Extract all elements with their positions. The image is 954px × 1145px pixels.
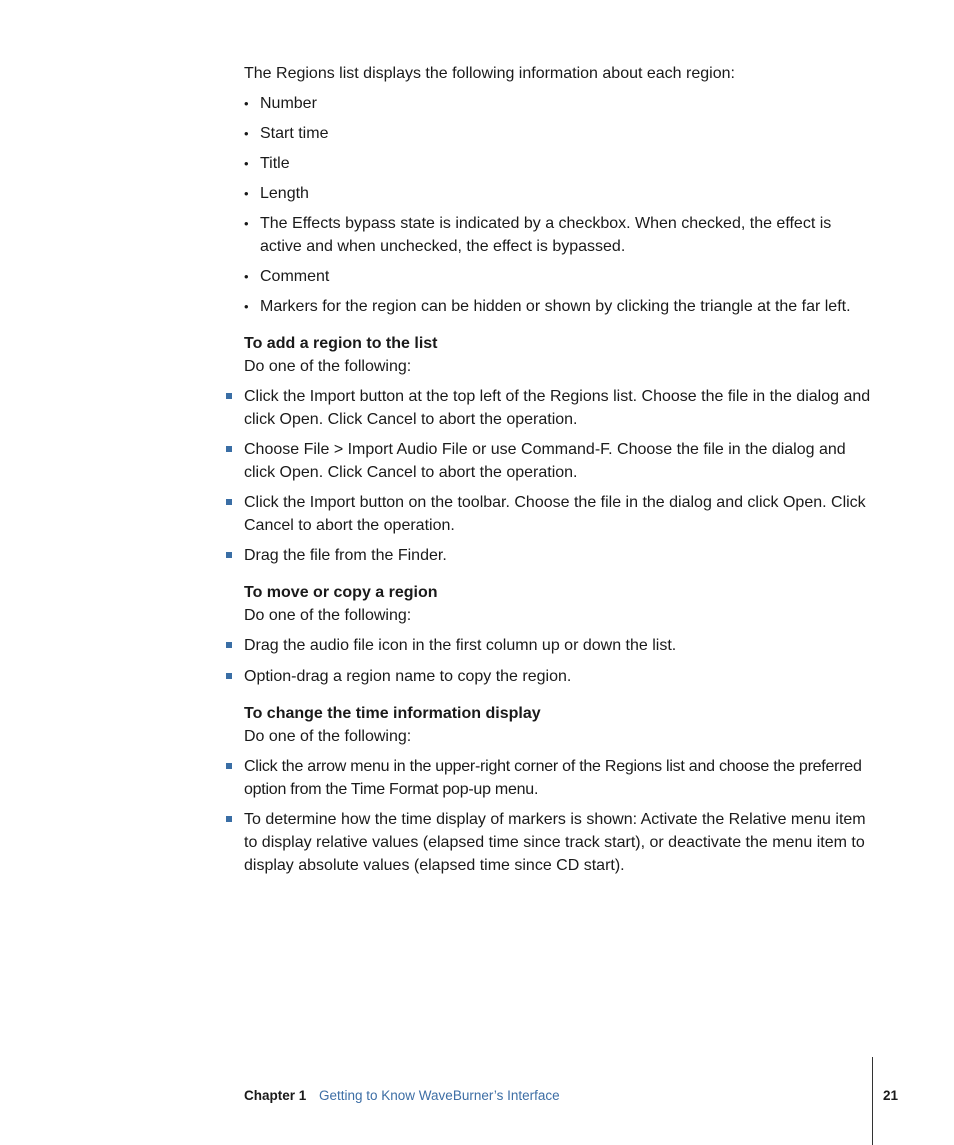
section-lead: Do one of the following: [244, 358, 412, 375]
info-item-text: Markers for the region can be hidden or shown by clicking the triangle at the far left. [260, 298, 851, 315]
section-heading: To change the time information display [244, 705, 541, 722]
square-bullet-icon [226, 642, 232, 648]
footer-chapter-label: Chapter 1 [244, 1088, 307, 1103]
bullet-dot-icon: • [244, 96, 249, 111]
section-heading: To add a region to the list [244, 335, 438, 352]
step-text: Click the Import button on the toolbar. Choose the file in the dialog and click Open. Click Cancel to abort the operation. [244, 494, 866, 534]
info-item-text: Comment [260, 268, 330, 285]
intro-paragraph: The Regions list displays the following information about each region: [244, 65, 735, 82]
step-list-item [224, 491, 876, 537]
info-list-item [244, 295, 876, 318]
bullet-dot-icon: • [244, 156, 249, 171]
section-lead: Do one of the following: [244, 607, 412, 624]
step-text: Click the arrow menu in the upper-right corner of the Regions list and choose the preferred option from the Time Format pop-up menu. [244, 758, 862, 798]
square-bullet-icon [226, 673, 232, 679]
info-list-item [244, 182, 876, 205]
square-bullet-icon [226, 552, 232, 558]
square-bullet-icon [226, 499, 232, 505]
page-number: 21 [883, 1088, 899, 1103]
step-list-item [224, 755, 876, 801]
info-item-text: Number [260, 95, 317, 112]
step-list-item [224, 634, 876, 657]
info-list-item [244, 92, 876, 115]
bullet-dot-icon: • [244, 299, 249, 314]
footer-divider [872, 1057, 873, 1145]
info-item-text: Start time [260, 125, 329, 142]
step-text: Option-drag a region name to copy the region. [244, 668, 572, 685]
info-item-text: The Effects bypass state is indicated by a checkbox. When checked, the effect is active and when unchecked, the effect is bypassed. [260, 215, 832, 255]
footer-chapter-title: Getting to Know WaveBurner’s Interface [319, 1088, 560, 1103]
info-item-text: Length [260, 185, 309, 202]
step-text: To determine how the time display of markers is shown: Activate the Relative menu item to display relative values (elapsed time since track start), or deactivate the menu item to display absolute values (elapsed time since CD start). [244, 811, 866, 874]
step-list-item [224, 385, 876, 431]
step-list-item [224, 544, 876, 567]
step-text: Drag the file from the Finder. [244, 547, 447, 564]
bullet-dot-icon: • [244, 269, 249, 284]
step-list-item [224, 665, 876, 688]
step-text: Choose File > Import Audio File or use Command-F. Choose the file in the dialog and click Open. Click Cancel to abort the operation. [244, 441, 846, 481]
bullet-dot-icon: • [244, 126, 249, 141]
square-bullet-icon [226, 393, 232, 399]
section-heading: To move or copy a region [244, 584, 438, 601]
bullet-dot-icon: • [244, 216, 249, 231]
info-item-text: Title [260, 155, 290, 172]
info-list-item [244, 122, 876, 145]
section-lead: Do one of the following: [244, 728, 412, 745]
info-list-item [244, 212, 876, 258]
bullet-dot-icon: • [244, 186, 249, 201]
info-list-item [244, 152, 876, 175]
square-bullet-icon [226, 816, 232, 822]
info-list-item [244, 265, 876, 288]
step-list-item [224, 808, 876, 877]
step-text: Click the Import button at the top left of the Regions list. Choose the file in the dialog and click Open. Click Cancel to abort the operation. [244, 388, 871, 428]
step-list-item [224, 438, 876, 484]
step-text: Drag the audio file icon in the first column up or down the list. [244, 637, 677, 654]
square-bullet-icon [226, 446, 232, 452]
square-bullet-icon [226, 763, 232, 769]
